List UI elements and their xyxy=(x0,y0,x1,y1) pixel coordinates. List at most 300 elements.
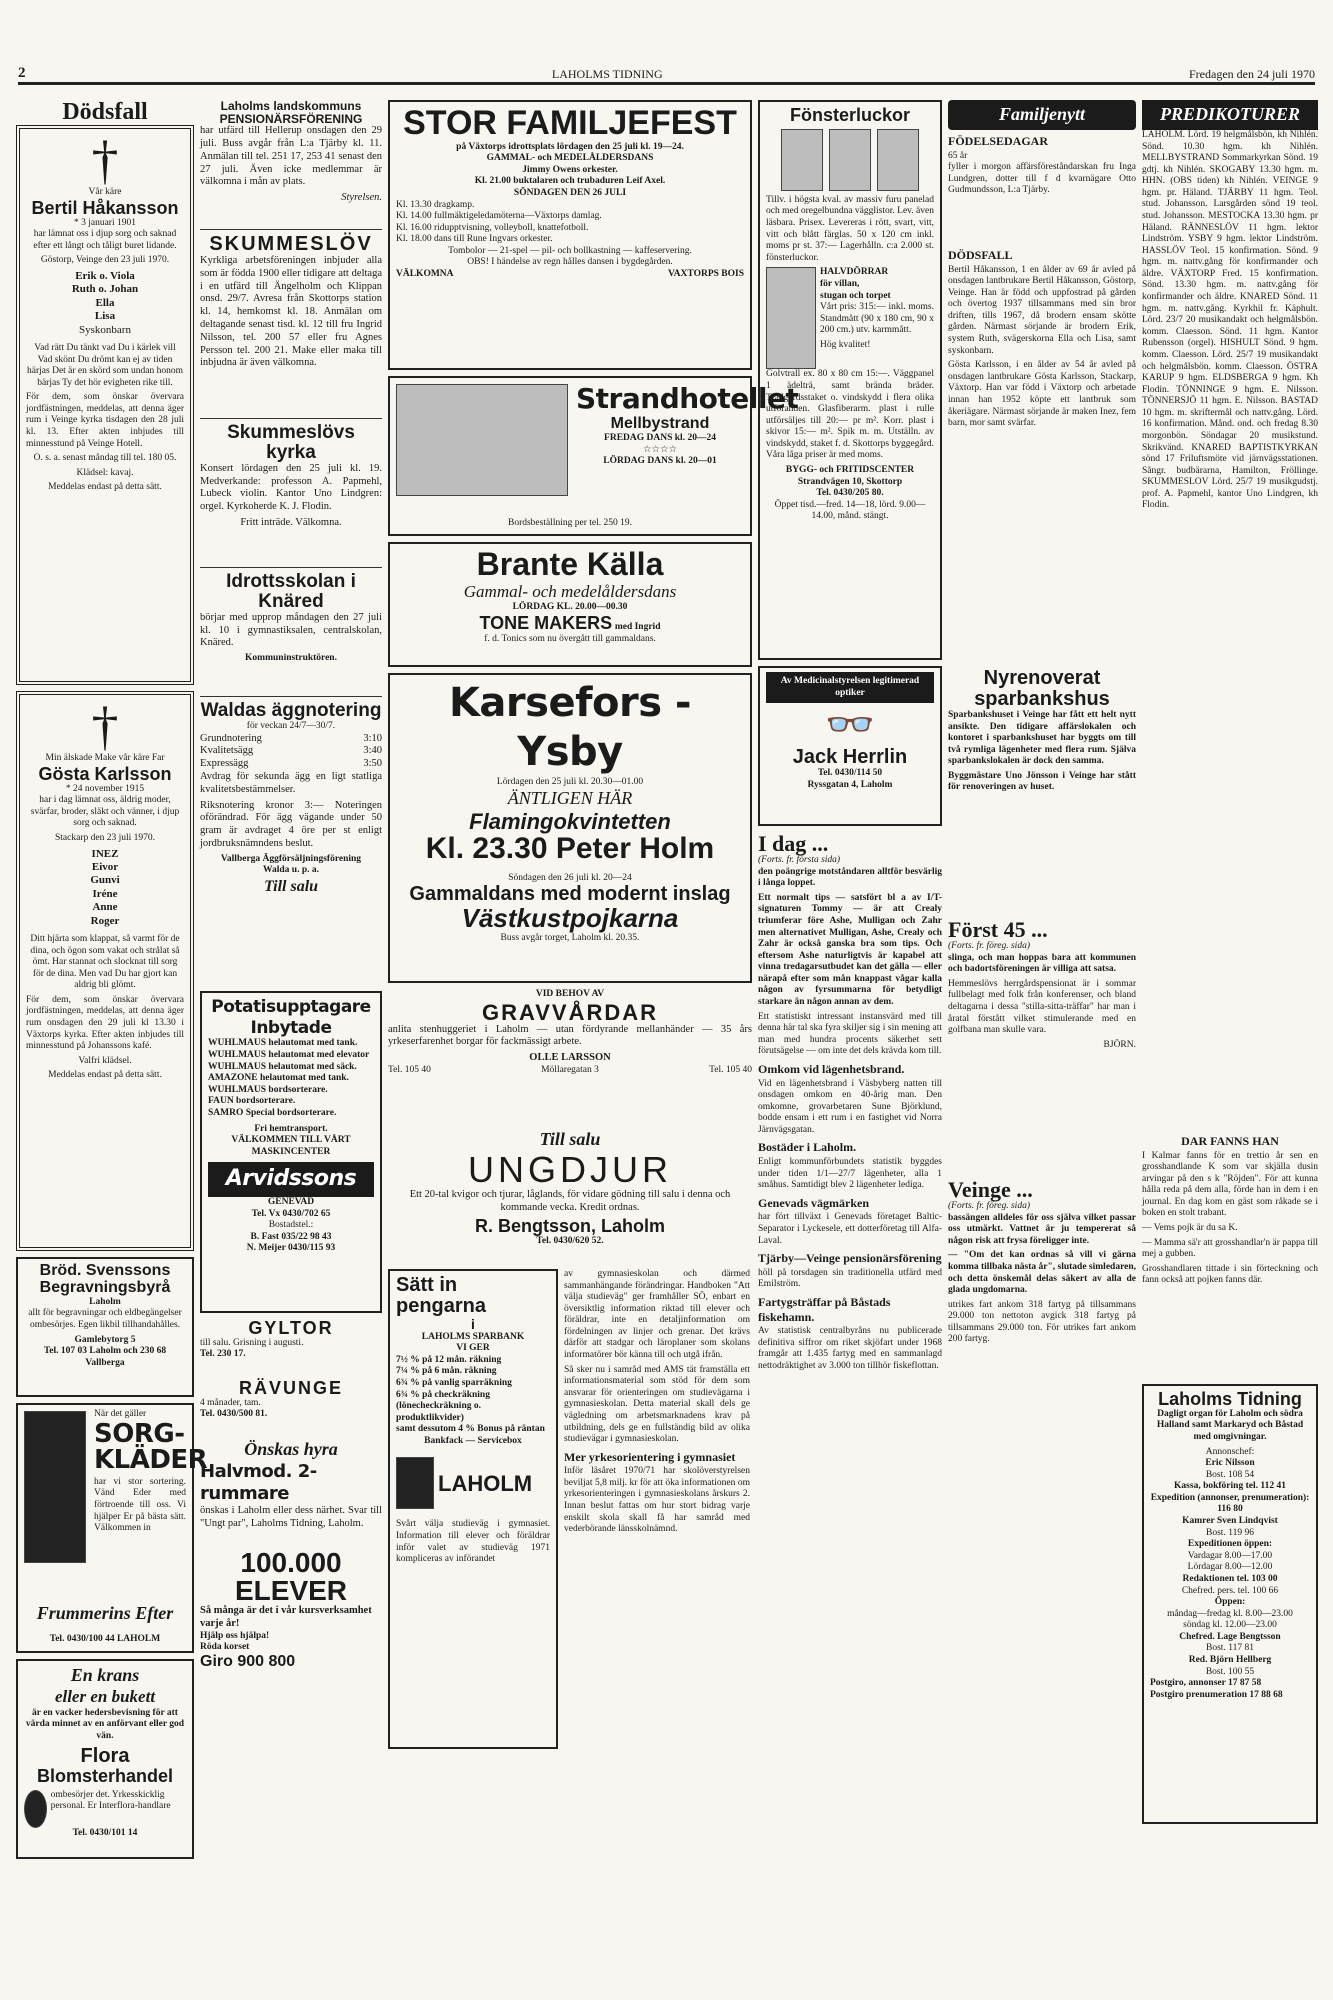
stars-icon: ☆☆☆☆ xyxy=(642,444,678,455)
ad-hours: Öppet tisd.—fred. 14—18, lörd. 9.00—14.00, månd. stängt. xyxy=(774,499,926,522)
shop-type: Blomsterhandel xyxy=(36,1765,174,1786)
ad-title: GYLTOR xyxy=(248,1318,334,1338)
age: 65 år xyxy=(948,150,968,161)
article-text: Sparbankshuset i Veinge har fått ett helt nytt ansikte. Den tidigare affärslokalen och kontoret i sparbankshuset har byggts om till två rymliga lägenheter med flera rum. Själva sparbankslokalen är dock den samma. xyxy=(948,709,1136,767)
brand-logo: Frummerins Efter xyxy=(36,1603,174,1624)
article-text: Enligt kommunförbundets statistik byggdes under tiden 1/1—27/7 lägenheter, alla 1 småhus. Samtidigt blev 2 lägenheter lediga. xyxy=(758,1157,942,1191)
ad-row: Kl. 18.00 dans till Rune Ingvars orkester. xyxy=(396,234,553,245)
price-label: Expressägg xyxy=(200,758,249,770)
woman-figure-image xyxy=(24,1411,86,1563)
ad-familjefest xyxy=(388,100,752,370)
article-text: — Mamma sä'r att grosshandlar'n är pappa till mej a gubben. xyxy=(1142,1237,1318,1260)
ad-sparbank xyxy=(388,1269,558,1749)
cross-icon: † xyxy=(91,696,119,757)
notice-text: har utfärd till Hellerup onsdagen den 29 juli. Buss avgår från L:a Tjärby kl. 11. Anmälan till tel. 251 17, 253 41 senast den 27 juli. Även icke medlemmar är välkomna i mån av plats. xyxy=(200,125,382,188)
obituary-karlsson xyxy=(16,691,194,1251)
article-sub: (Forts. fr. föreg. sida) xyxy=(948,941,1030,952)
colophon-line: Kamrer Sven Lindqvist xyxy=(1182,1516,1278,1527)
colophon-title: Laholms Tidning xyxy=(1158,1388,1302,1409)
column-family xyxy=(948,100,1136,1960)
colophon-sub: Dagligt organ för Laholm och södra Halland samt Markaryd och Båstad med omgivningar. xyxy=(1156,1408,1304,1442)
ad-line: ÄNTLIGEN HÄR xyxy=(507,788,633,809)
ad-address: Möllaregatan 3 xyxy=(541,1065,599,1076)
obit-note: Meddelas endast på detta sätt. xyxy=(48,482,162,493)
paper-colophon xyxy=(1142,1384,1318,1824)
mourner: Gunvi xyxy=(90,874,120,887)
column-ads-news xyxy=(758,100,942,1960)
ad-phone: Tel. 230 17. xyxy=(200,1349,246,1360)
colophon-line: Eric Nilsson xyxy=(1205,1458,1255,1469)
ad-text: 4 månader, tam. xyxy=(200,1397,261,1408)
colophon-line: Expeditionen öppen: xyxy=(1187,1539,1273,1550)
ad-title: Strandhotellet xyxy=(576,382,799,415)
obit-funeral: För dem, som önskar övervara jordfästningen, meddelas, att denna äger rum onsdagen den 29 juli kl 13.30 i Växtorps kyrka. Efter akten inbjudes till minnesstund på Johanssons kafé. xyxy=(26,994,184,1052)
notice-week: för veckan 24/7—30/7. xyxy=(246,720,336,731)
article-text: Av statistisk centralbyråns nu publicerade definitiva siffror om riket skjöfart under 1968 framgår att 1.435 fartyg med en sammanlagd nettodräktighet av 3.000 ton tillhör fiskeflottan. xyxy=(758,1326,942,1371)
ad-title: Fönsterluckor xyxy=(789,105,911,125)
obit-place: Stackarp den 23 juli 1970. xyxy=(55,832,155,843)
ad-phone: B. Fast 035/22 98 43 xyxy=(250,1231,332,1242)
ad-sub: på Växtorps idrottsplats lördagen den 25 juli kl. 19—24. xyxy=(456,141,684,152)
hotel-photo xyxy=(396,384,568,496)
ad-line: FREDAG DANS kl. 20—24 xyxy=(604,432,716,443)
interflora-logo-icon xyxy=(24,1790,47,1828)
obit-dress: Klädsel: kavaj. xyxy=(76,467,134,478)
ad-phone: Tel. 0430/114 50 xyxy=(817,768,883,779)
ad-potatis xyxy=(200,991,382,1313)
notice-text: Avdrag för sekunda ägg en ligt statliga kvalitetsbestämmelser. xyxy=(200,770,382,795)
notice-text: Konsert lördagen den 25 juli kl. 19. Medverkande: professon A. Papmehl, Lubeck violin. Kantor Uno Lindgren: orgel. Kyrkoherde K. J. Flodin. xyxy=(200,462,382,513)
article-sub: (Forts. fr. föreg. sida) xyxy=(948,1201,1030,1212)
services-text: LAHOLM. Lörd. 19 helgmålsbön, kh Nihlén. Sönd. 10.30 hgm. kh Nihlén. MELLBYSTRAND Sommarkyrkan Sönd. 19 gdtj. kh Nihlén. SKOGABY 13.30 hgm. m. HHN. (OBS tiden) kh Nihlén. VEINGE 9 hgm. pr. Häland. TJÄRBY 11 hgm. Teol. stud. Johansson. Larsgården sönd 19 teol. stud. Johansson. MESTOCKA 13.30 hgm. pr Häland. RÄNNESLÖV 11 hgm. lektor Lindström. YSBY 9 hgm. lektor Lindström. HASSLÖV Teol. 15 konfirmation. Sönd. 9 hgm. m. nattv.gång för konfirmander och äldre. VÄXTORP Fred. 15 konfirmation. Sönd. 13.30 hgm. m. nattv.gång för konfirmander och äldre. KNARED Sönd. 11 hgm. m. nattv.gång. Kyrkhil fr. Käphult. Lörd. 23/7 20 musikandakt och helgmålsbön. komm. Claesson. Sönd. 11 hgm. Kantor Rubensson (orgel). HISHULT Sönd. 9 hgm. komm. Claesson. Lörd. 25/7 19 musikandakt och helgmålsbön. komm. Claesson. ÖSTRA KARUP 9 hgm. ELDSBERGA 9 hgm. Kh Flodin. TÖNNINGE 9 hgm. E. Nilsson. TÖNNERSJÖ 11 hgm. E. Nilsson. BASTAD 10 hgm. m. skriftermål och nattv.gång. Lörd. 16 konfirmation. Månd. ond. och fredag 8.30 morgonbön. Söndagar 20 musikstund. Skrikvänd. KNARED BAPTISTKYRKAN sönd 17 Friluftsmöte vid järnvägsstationen. Sångr. budbärarna, Hamilton, Fröllinge. SKUMMESLOV Lörd. 25/7 19 musikgudstj. prof. A. Papmehl, kantor Uno Lindgren, kh Flodin. xyxy=(1142,129,1318,511)
ad-sub: Mellbystrand xyxy=(610,415,710,433)
article-studievag xyxy=(564,1269,750,1749)
mourner: Syskonbarn xyxy=(79,323,131,336)
ad-onskas-hyra xyxy=(200,1439,382,1549)
ad-begravningsbyra xyxy=(16,1257,194,1397)
article-heading: Nyrenoverat sparbankshus xyxy=(974,666,1110,710)
ad-sorgklader xyxy=(16,1403,208,1653)
ad-title: GRAVVÅRDAR xyxy=(481,999,659,1025)
article-heading: Veinge ... xyxy=(948,1176,1033,1202)
article-sign: BJÖRN. xyxy=(1103,1039,1136,1050)
ad-phone: Tel. 0430/500 81. xyxy=(200,1409,268,1420)
rate-row: 6¾ % på vanlig sparräkning xyxy=(396,1378,512,1388)
ad-line: SÖNDAGEN DEN 26 JULI xyxy=(513,188,627,198)
ad-sub: Gammal- och medelåldersdans xyxy=(463,581,677,601)
ad-title: En krans xyxy=(70,1665,140,1686)
issue-date: Fredagen den 24 juli 1970 xyxy=(1189,67,1315,81)
mourner: Roger xyxy=(90,914,120,927)
ad-optiker xyxy=(758,666,942,826)
article-text: Ett normalt tips — satsfört bl a av I/T-signaturen Tommy — är att Crealy triumferar före Ashe, Mulligan och Zahr men alternativet Mulligan, Ashe, Crealy och Zahr är också ganska bra som tips. Och eftersom Ashe naturligtvis är kapabel att vinna tredagarsutbudet kan det gälla — eller närapå efter som mån knappast vågar kalla någon av fyrsummarna för betydligt starkare än någon annan av dem. xyxy=(758,892,942,1008)
colophon-line: Chefred. pers. tel. 100 66 xyxy=(1181,1585,1279,1596)
ad-text: anlita stenhuggeriet i Laholm — utan fördyrande mellanhänder — 35 års yrkeserfarenhet borgar för fackmässigt arbete. xyxy=(388,1023,752,1048)
obit-mourners xyxy=(26,270,184,337)
ad-title: i xyxy=(471,1316,475,1332)
ad-line: Kl. 23.30 Peter Holm xyxy=(425,832,715,866)
ad-flora xyxy=(16,1659,194,1859)
ad-row: Kl. 16.00 ridupptvisning, volleyboll, knattefotboll. xyxy=(396,222,589,233)
ad-100000-elever xyxy=(200,1549,382,1699)
ad-phone: Tel. 105 40 xyxy=(709,1065,752,1076)
ad-booking: Bordsbeställning per tel. 250 19. xyxy=(507,518,632,529)
article-text: — "Om det kan ordnas så vill vi gärna komma tillbaka nästa år", slutade simledaren, och detta önskemål delas säkert av alla de glada ungdomarna. xyxy=(948,1250,1136,1296)
article-heading: Mer yrkesorientering i gymnasiet xyxy=(564,1449,736,1464)
ad-title: Brante Källa xyxy=(476,546,664,582)
article-text: — Vems pojk är du sa K. xyxy=(1142,1223,1238,1234)
price-value: 3:40 xyxy=(363,745,382,757)
notice-title: Laholms landskommuns PENSIONÄRSFÖRENING xyxy=(219,99,363,126)
ad-phone: Tel. 105 40 xyxy=(388,1065,431,1076)
ad-line: Tombolor — 21-spel — pil- och bollkastning — kaffeservering. xyxy=(448,245,692,256)
ad-org: VAXTORPS BOIS xyxy=(668,269,744,280)
obit-funeral: För dem, som önskar övervara jordfästningen, meddelas, att denna äger rum i Veinge kyrka tisdagen den 28 juli kl. 13. Efter akten inbjudes till minnesstund på Veinge Hotell. xyxy=(26,392,184,449)
colophon-line: Postgiro, annonser 17 87 58 xyxy=(1150,1678,1262,1689)
ad-top: VID BEHOV AV xyxy=(535,989,605,999)
paper-name: LAHOLMS TIDNING xyxy=(551,67,663,81)
article-dar-fanns-han xyxy=(1142,1134,1318,1384)
glasses-icon: 👓 xyxy=(825,702,875,748)
article-text: bassängen alldeles för oss själva vilket passar oss utmärkt. Vattnet är ju tempererat så någon risk att frysa föreligger inte. xyxy=(948,1212,1136,1246)
ad-item: WUHLMAUS bordsorterare. xyxy=(208,1084,328,1095)
mourner: Ella xyxy=(95,296,115,309)
notice-sign: Kommuninstruktören. xyxy=(245,653,337,664)
ad-name: Jack Herrlin xyxy=(792,746,908,769)
obit-name: Gösta Karlsson xyxy=(38,763,172,784)
brand-logo: Arvidssons xyxy=(208,1162,374,1197)
ad-title: pengarna xyxy=(396,1295,487,1317)
notice-text: börjar med upprop måndagen den 27 juli kl. 10 i gymnastiksalen, centralskolan, Knäred. xyxy=(200,611,382,649)
ad-line: VI GER xyxy=(456,1343,490,1354)
colophon-line: Annonschef: xyxy=(1205,1446,1255,1457)
ad-company: BYGG- och FRITIDSCENTER xyxy=(785,464,915,475)
column-obituaries xyxy=(16,99,208,1960)
ad-sub: Laholm xyxy=(89,1296,121,1307)
obit-dress: Valfri klädsel. xyxy=(78,1055,132,1066)
ad-city: GENEVAD xyxy=(267,1197,315,1208)
article-text: Inför läsåret 1970/71 har skolöverstyrelsen beviljat 5,8 milj. kr för att öka informationen om yrkesorienteringen i gymnasieskolans årskurs 2. Innan beslut fattas om hur stort bidrag varje enskilt skola skall få har samråd med vederbörande länsskolnämnd. xyxy=(564,1466,750,1535)
ad-phone: Tel. 0430/101 14 xyxy=(72,1827,138,1838)
ad-text: ombesörjer det. Yrkesskicklig personal. Er Interflora-handlare xyxy=(50,1789,171,1812)
ad-brante-kalla xyxy=(388,542,752,667)
obit-name: Bertil Håkansson xyxy=(31,197,179,218)
ad-line: Gammaldans med modernt inslag xyxy=(409,883,731,906)
article-sparbankshus xyxy=(948,668,1136,918)
page-number: 2 xyxy=(18,65,26,81)
ad-gyltor xyxy=(200,1319,382,1379)
ad-top: Av Medicinalstyrelsen legitimerad optiker xyxy=(766,672,934,703)
ad-giro: Giro 900 800 xyxy=(200,1652,296,1670)
ad-title: SORG-KLÄDER xyxy=(94,1418,208,1475)
ad-line: Flamingokvintetten xyxy=(469,809,671,835)
ad-address: Gamlebytorg 5 xyxy=(74,1334,136,1345)
ad-phone: Tel. 107 03 Laholm och 230 68 Vallberga xyxy=(43,1346,167,1368)
ad-karsefors xyxy=(388,673,752,983)
notice-text: Riksnotering kronor 3:— Noteringen oförändrad. För ägg vägande under 50 gram är avdraget 4 öre per st enligt jordbruksnämndens beslut. xyxy=(200,799,382,849)
ad-item: SAMRO Special bordsorterare. xyxy=(208,1107,337,1118)
colophon-line: Vardagar 8.00—17.00 xyxy=(1187,1550,1273,1561)
mourner: Eivor xyxy=(91,860,119,873)
mourner: Ruth o. Johan xyxy=(71,283,139,296)
article-heading: Omkom vid lägenhetsbrand. xyxy=(758,1061,905,1076)
obit-intro: Vår käre xyxy=(88,187,122,198)
death-text: Gösta Karlsson, i en ålder av 54 år avled på onsdagen lantbrukare Gösta Karlsson, Stackarp, Växtorp. Han var född i Växtorp och arbetade innan han 1952 köpte ett lantbruk som åkeriägare. Närmast sörjande är maken Inez, fem barn, mor samt svärfar. xyxy=(948,360,1136,429)
article-text: Grosshandlaren tittade i sin förteckning och fann också att pojken fanns där. xyxy=(1142,1263,1318,1286)
ad-foot: VÄLKOMMEN TILL VÅRT MASKINCENTER xyxy=(231,1135,351,1157)
deaths xyxy=(948,248,1136,668)
ad-footer xyxy=(396,269,744,281)
ad-title: Bröd. Svenssons Begravningsbyrå xyxy=(39,1262,171,1296)
ad-foot: f. d. Tonics som nu övergått till gammaldans. xyxy=(484,633,656,644)
ad-text: är en vacker hedersbevisning för att värda minnet av en anförvant eller god vän. xyxy=(25,1707,185,1742)
colophon-line: Lördagar 8.00—12.00 xyxy=(1187,1562,1273,1573)
ad-subtitle: eller en bukett xyxy=(54,1687,156,1707)
notice-idrottsskolan xyxy=(200,572,382,692)
ad-bus: Buss avgår torget, Laholm kl. 20.35. xyxy=(500,932,640,943)
ad-text: allt för begravningar och eldbegängelser ombesörjes. Egen likbil tillhandahålles. xyxy=(28,1308,182,1330)
ad-quality: Hög kvalitet! xyxy=(820,339,871,350)
ad-top: När det gäller xyxy=(94,1409,147,1420)
ad-item: WUHLMAUS helautomat med säck. xyxy=(208,1061,357,1072)
ad-item: FAUN bordsorterare. xyxy=(208,1096,296,1107)
ad-text: har vi stor sortering. Vänd Eder med förtroende till oss. Vi hjälper Er på bästa sätt. Välkommen in xyxy=(94,1476,186,1534)
colophon-line: Chefred. Lage Bengtsson xyxy=(1179,1631,1281,1642)
article-idag xyxy=(758,832,942,1952)
obit-text: har lämnat oss i djup sorg och saknad efter ett långt och tåligt buret lidande. xyxy=(33,229,177,251)
ad-title: Sätt in xyxy=(396,1274,458,1296)
ad-line: GAMMAL- och MEDELÅLDERSDANS xyxy=(486,153,654,164)
ad-text: till salu. Grisning i augusti. xyxy=(200,1337,304,1348)
ad-ungdjur xyxy=(388,1129,752,1269)
colophon-line: Bost. 117 81 xyxy=(1206,1643,1254,1654)
obit-place: Göstorp, Veinge den 23 juli 1970. xyxy=(40,255,170,266)
price-row xyxy=(200,745,382,758)
ad-welcome: VÄLKOMNA xyxy=(396,269,454,280)
ad-gravvardar xyxy=(388,989,752,1129)
obit-verse: Ditt hjärta som klappat, så varmt för de dina, och ögon som vakat och strålat så ömt. Har stannat och slocknat till sorg för de dina. Men vad Du har gjort kan aldrig bli glömt. xyxy=(30,933,180,991)
ad-price: Vårt pris: 315:— inkl. moms. Standmått (90 x 180 cm, 90 x 200 cm.) utv. karmmått. xyxy=(820,302,934,336)
notice-sign: Walda u. p. a. xyxy=(263,865,319,876)
price-value: 3:50 xyxy=(363,758,382,770)
ad-phone: Tel. Vx 0430/702 65 xyxy=(251,1208,331,1219)
article-veinge xyxy=(948,1178,1136,1598)
mourner: Iréne xyxy=(92,887,118,900)
obit-mourners xyxy=(26,848,184,928)
article-text: Ett statistiskt intressant instansvärd med till denna här tal ska fyra skiljer sig i sin mening att man med hundra procents säkerhet sett förutsägelse — om inte det dels krävda kom till. xyxy=(758,1011,942,1057)
ad-item: WUHLMAUS helautomat med elevator xyxy=(208,1050,370,1061)
ad-name: R. Bengtsson, Laholm xyxy=(474,1216,665,1237)
notice-waldas xyxy=(200,701,382,991)
bank-crest-icon xyxy=(396,1457,434,1509)
colophon-line: Bost. 100 55 xyxy=(1205,1666,1255,1677)
ad-text: Tillv. i högsta kval. av massiv furu panelad och med oregelbundna vägglistor. Lev. även läsbara. Prisex. Levereras i rött, svart, vitt, vitt och blått färglas. 50 x 120 cm inkl. moms pr st. 37:— Lagerhålln. c:a 2.000 st. fönsterluckor. xyxy=(766,194,934,263)
ad-org: Röda korset xyxy=(200,1642,250,1653)
ad-ravunge xyxy=(200,1379,382,1439)
sale-heading: Till salu xyxy=(263,877,319,895)
colophon-line: Postgiro prenumeration 17 88 68 xyxy=(1150,1689,1283,1700)
article-heading: DAR FANNS HAN xyxy=(1181,1133,1279,1148)
colophon-line: Bost. 119 96 xyxy=(1206,1527,1254,1538)
obit-born: * 24 november 1915 xyxy=(65,783,145,794)
article-heading: I dag ... xyxy=(758,831,829,856)
ad-address: Ryssgatan 4, Laholm xyxy=(807,779,893,790)
ad-text: Hjälp oss hjälpa! xyxy=(200,1630,270,1641)
colophon-line: Redaktionen tel. 103 00 xyxy=(1182,1573,1278,1584)
article-text: höll på torsdagen sin traditionella utfärd med Emilström. xyxy=(758,1267,942,1290)
birthdays xyxy=(948,134,1136,244)
family-logo: Familjenytt xyxy=(948,100,1136,130)
ad-bank: LAHOLMS SPARBANK xyxy=(421,1331,525,1342)
column-services xyxy=(1142,100,1318,1960)
birthday-text: fyller i morgon affärsföreståndarskan fru Inga Lundgren, dotter till f d kvarnägare Otto Gudmundsson, L:a Tjärby. xyxy=(948,162,1136,196)
rate-row: 7¼ % på 6 mån. räkning xyxy=(396,1366,497,1377)
ad-heading: för villan, xyxy=(820,278,860,289)
ad-fonsterluckor xyxy=(758,100,942,660)
mourner: Erik o. Viola xyxy=(75,269,135,282)
ad-address: Strandvägen 10, Skottorp xyxy=(797,476,903,487)
obituary-hakansson xyxy=(16,125,194,685)
predikoturer-logo: PREDIKOTURER xyxy=(1142,100,1318,130)
notice-foot: Fritt inträde. Välkomna. xyxy=(240,517,342,529)
notice-title: Idrottsskolan i Knäred xyxy=(226,571,356,612)
article-text: den poängrige motståndaren alltför besvärlig i långa loppet. xyxy=(758,866,942,889)
section-heading: DÖDSFALL xyxy=(948,247,1013,262)
article-text: Byggmästare Uno Jönsson i Veinge har stått för renoveringen av huset. xyxy=(948,770,1136,793)
ad-phone: Tel. 0430/205 80. xyxy=(816,488,884,499)
bank-logo: LAHOLM xyxy=(438,1470,533,1496)
ad-line: Söndagen den 26 juli kl. 20—24 xyxy=(508,872,632,883)
ad-top: Till salu xyxy=(539,1129,601,1149)
ad-item: WUHLMAUS helautomat med tank. xyxy=(208,1038,358,1049)
notice-title: Waldas äggnotering xyxy=(200,700,382,721)
article-forst45 xyxy=(948,918,1136,1178)
ad-phone: Tel. 0430/620 52. xyxy=(536,1236,604,1247)
masthead xyxy=(18,60,1315,85)
colophon-line: Expedition (annonser, prenumeration): xyxy=(1150,1492,1310,1503)
article-text: Så sker nu i samråd med AMS tät framställa ett informationsmaterial som stöd för dem som ansvarar för orienteringen om studievägarna i gymnasieskolan. Detta material skall dels ge vägledning om arbetsmarknadens krav på utbildning, dels ge en fullständig bild av olika studievägar i gymnasieskolan. xyxy=(564,1364,750,1445)
ad-line: OBS! I händelse av regn hålles dansen i bygdegården. xyxy=(467,257,673,268)
cross-icon: † xyxy=(91,130,119,191)
ad-line: Lördagen den 25 juli kl. 20.30—01.00 xyxy=(496,776,644,787)
colophon-line: Bost. 108 54 xyxy=(1205,1469,1255,1480)
price-label: Grundnotering xyxy=(200,732,262,744)
obit-note: Meddelas endast på detta sätt. xyxy=(48,1070,162,1081)
shutter-image xyxy=(877,129,919,191)
ad-phone: Tel. 0430/100 44 LAHOLM xyxy=(49,1633,161,1644)
ad-title: Potatisupptagare Inbytade xyxy=(211,997,371,1038)
ad-line: LÖRDAG KL. 20.00—00.30 xyxy=(512,602,628,613)
column-notices xyxy=(200,100,382,1960)
price-row xyxy=(200,733,382,746)
ad-title: STOR FAMILJEFEST xyxy=(403,104,737,142)
shutter-image xyxy=(781,129,823,191)
price-label: Kvalitetsägg xyxy=(200,745,254,757)
obit-verse: Vad rätt Du tänkt vad Du i kärlek vill Vad skönt Du drömt kan ej av tiden härjas Det är en skörd som undan honom bärjas Ty det hör evigheten rike till. xyxy=(27,343,183,388)
shop-name: Flora xyxy=(80,1744,130,1767)
article-text: Vid en lägenhetsbrand i Väsbyberg natten till onsdagen omkom en 40-årig man. Den omkomne, grovarbetaren Sune Björklund, bodde ensam i ett rum i en fastighet vid Norra Järnvägsgatan. xyxy=(758,1078,942,1135)
colophon-line: måndag—fredag kl. 8.00—23.00 xyxy=(1167,1608,1293,1619)
shutter-image xyxy=(829,129,871,191)
ad-item: AMAZONE helautomat med tank. xyxy=(208,1073,349,1084)
ad-heading: HALVDÖRRAR xyxy=(820,267,889,278)
article-text: har fört tillväxt i Genevads företaget Baltic-Separator i Lyckesele, ett dotterföretag till Alfa-Laval. xyxy=(758,1212,942,1246)
colophon-line: söndag kl. 12.00—23.00 xyxy=(1183,1620,1277,1631)
obit-text: har i dag lämnat oss, äldrig moder, svärfar, broder, släkt och vänner, i djup sorg och saknad. xyxy=(30,795,180,829)
ad-row: Kl. 13.30 dragkamp. xyxy=(396,199,475,210)
ad-label: Bostadstel.: xyxy=(268,1220,314,1231)
ad-text: Golvtrall ex. 80 x 80 cm 15:—. Väggpanel 1 ädelträ, samt brända bräder. Trädgårdsstaket o. vindskydd i flera olika utföranden. Glasfiberarm. plast i rulle utförsäljes till 20:— pr m². Korr. plast i skivor 15:— m². Spik m. m. Utställn. av vindskydd, staket f. d. Skottorps byggegård. Våra låga priser är med moms. xyxy=(766,369,934,461)
article-text: slinga, och man hoppas bara att kommunen och badortsföreningen är villiga att satsa. xyxy=(948,952,1136,975)
ad-foot: Bankfack — Servicebox xyxy=(424,1435,522,1446)
notice-title: Skummeslövs kyrka xyxy=(227,422,355,463)
ad-title: UNGDJUR xyxy=(468,1148,672,1190)
ad-name: OLLE LARSSON xyxy=(529,1052,611,1064)
ad-title: 100.000 ELEVER xyxy=(234,1547,348,1606)
mourner: Anne xyxy=(92,901,118,914)
notice-sign: Vallberga Äggförsäljningsförening xyxy=(220,853,362,864)
article-text: Svårt välja studieväg i gymnasiet. Information till elever och föräldrar inför valet av studieväg 1971 kompliceras av införandet xyxy=(396,1519,550,1565)
colophon-line: 116 80 xyxy=(1217,1504,1243,1515)
obit-intro: Min älskade Make vår käre Far xyxy=(45,753,165,764)
obit-born: * 3 januari 1901 xyxy=(73,217,136,228)
ad-text: Ett 20-tal kvigor och tjurar, låglands, för vidare gödning till salu i denna och kommande vecka. Kredit ordnas. xyxy=(409,1188,731,1213)
ad-phone: N. Meijer 0430/115 93 xyxy=(246,1243,336,1254)
article-text: av gymnasieskolan och därmed sammanhängande förändringar. Handboken "Att välja studieväg" ger framhåller SÖ, enbart en översiktlig information riktad till elever och föräldrar, inte en detaljinformation om fördelningen av linjer och grenar. Det krävs därför att stadgar och läroplaner som skolans informatörer bör känna till och utgå ifrån. xyxy=(564,1269,750,1361)
obit-osa: O. s. a. senast måndag till tel. 180 05. xyxy=(33,453,177,464)
colophon-line: Kassa, bokföring tel. 112 41 xyxy=(1174,1481,1286,1492)
band-name: TONE MAKERS xyxy=(479,612,613,633)
section-heading: FÖDELSEDAGAR xyxy=(948,133,1049,148)
article-heading: Först 45 ... xyxy=(948,916,1048,942)
article-sub: (Forts. fr. första sida) xyxy=(758,855,841,866)
article-text: utrikes fart ankom 318 fartyg på tillsammans 29.000 ton nettoton avgick 318 fartyg på tillsammans 29.000 ton. För utrikes fart ankom 200 fartyg. xyxy=(948,1299,1136,1345)
death-text: Bertil Håkansson, 1 en ålder av 69 år avled på onsdagen lantbrukare Bertil Håkansson, Göstorp, Veinge. Han är född och uppfostrad på gården och övertog 1937 tillsammans med sin bror driften, tills 1967, då brodern ensam skötte gården. Närmast sörjande är brodern Erik, system Ruth, svägerskorna Ella och Lisa, samt syskonbarn. xyxy=(948,264,1136,356)
notice-pensionarsforening xyxy=(200,100,382,225)
article-text: Hemmeslövs herrgårdspensionat är i sommar fullbelagt med folk från konferenser, och bland deltagarna i dessa "stilla-sitta-träffar" har man i åratal förstått vilket stimulerande med en golfbana man skulle vara. xyxy=(948,978,1136,1036)
notice-skummeslov xyxy=(200,234,382,414)
article-heading: Fartygsträffar på Båstads fiskehamn. xyxy=(758,1294,891,1324)
ad-title: Önskas hyra xyxy=(244,1439,338,1459)
ad-contact-row xyxy=(388,1065,752,1077)
rate-row: 7½ % på 12 mån. räkning xyxy=(396,1354,502,1365)
door-image xyxy=(766,267,816,369)
ad-title: RÄVUNGE xyxy=(238,1378,343,1398)
article-heading: Bostäder i Laholm. xyxy=(758,1140,857,1155)
price-value: 3:10 xyxy=(363,732,382,744)
ad-line: Kl. 21.00 buktalaren och trubaduren Leif Axel. xyxy=(474,176,666,187)
article-text: I Kalmar fanns för en trettio år sen en grosshandlande K som var skjälla dusin arvingar på den s k "Röjden". För att kunna hålla reda på dem alla, förde han in dem i en journal. En dag kom en gäst som råkade se i boken en stolt trabant. xyxy=(1142,1150,1318,1219)
ad-title: Karsefors - Ysby xyxy=(448,680,692,775)
price-row xyxy=(200,758,382,771)
ad-line: Västkustpojkarna xyxy=(461,903,679,934)
mourner: Lisa xyxy=(94,310,116,323)
rate-row: samt dessutom 4 % Bonus på räntan xyxy=(396,1424,545,1435)
rate-row: 6¾ % på checkräkning (lönecheckräkning o. produktlikvider) xyxy=(396,1389,490,1423)
ad-foot: Fri hemtransport. xyxy=(254,1123,328,1134)
ad-text: önskas i Laholm eller dess närhet. Svar till "Ungt par", Laholms Tidning, Laholm. xyxy=(200,1504,382,1529)
notice-kyrka xyxy=(200,423,382,563)
ad-heading: stugan och torpet xyxy=(820,290,891,301)
ad-line: Jimmy Owens orkester. xyxy=(522,164,618,175)
colophon-line: Öppen: xyxy=(1214,1597,1246,1608)
ad-row: Kl. 14.00 fullmäktigeledamöterna—Växtorps damlag. xyxy=(396,211,602,222)
notice-sign: Styrelsen. xyxy=(341,192,382,204)
ad-subtitle: Halvmod. 2-rummare xyxy=(200,1460,317,1504)
mourner: INEZ xyxy=(91,847,119,860)
ad-text: Så många är det i vår kursverksamhet varje år! xyxy=(200,1605,372,1629)
article-heading: Genevads vägmärken xyxy=(758,1195,869,1210)
